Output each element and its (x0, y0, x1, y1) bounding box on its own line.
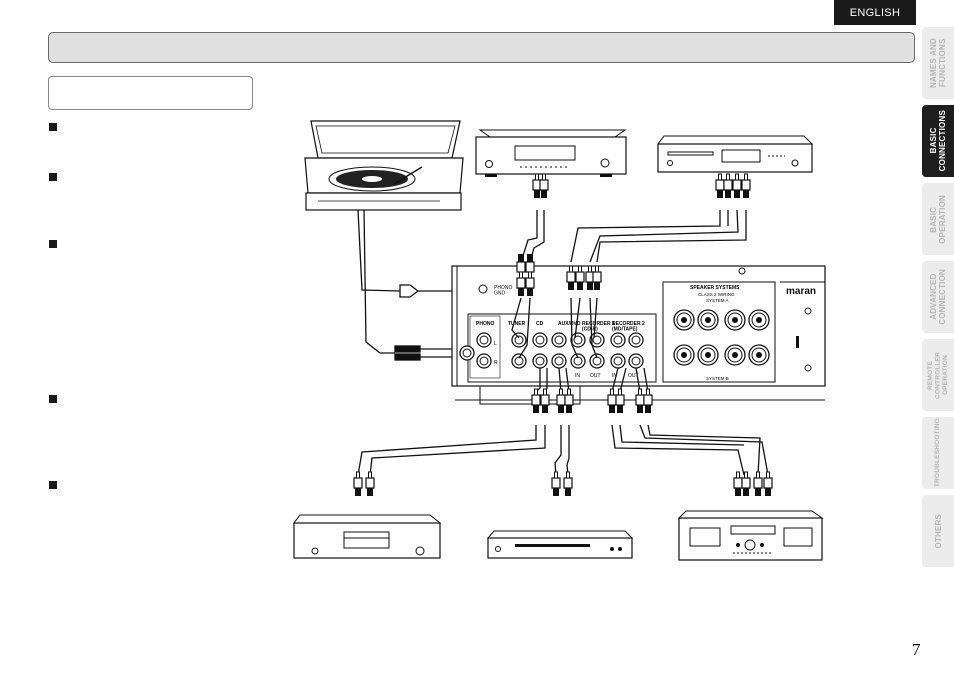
language-tab: ENGLISH (834, 0, 916, 25)
input-label-aux-dvd: AUX/DVD (558, 321, 581, 327)
rec2-out-label: OUT (628, 373, 639, 379)
channel-right-label: R (494, 360, 498, 366)
speaker-systems-label: SPEAKER SYSTEMS (690, 285, 740, 291)
cd-recorder-illustration (658, 136, 812, 172)
phono-gnd-label: PHONO GND (494, 285, 513, 297)
side-tab-remote-controller-operation[interactable]: REMOTE CONTROLLER OPERATION (922, 339, 954, 411)
channel-left-label: L (494, 341, 497, 347)
input-label-phono: PHONO (476, 321, 495, 327)
turntable-illustration (305, 121, 463, 210)
side-tab-advanced-connection[interactable]: ADVANCED CONNECTION (922, 261, 954, 333)
side-tab-troubleshooting[interactable]: TROUBLESHOOTING (922, 417, 954, 489)
cd-player-illustration (294, 515, 440, 558)
system-b-label: SYSTEM B (706, 376, 729, 381)
side-tab-others[interactable]: OTHERS (922, 495, 954, 567)
input-label-tuner: TUNER (508, 321, 526, 327)
cassette-deck-illustration (679, 511, 822, 560)
dvd-player-illustration (488, 531, 632, 558)
rec1-out-label: OUT (590, 373, 601, 379)
speaker-class-label: CLASS 2 WIRING (698, 292, 735, 297)
rec1-in-label: IN (575, 373, 580, 379)
side-tab-basic-connections[interactable]: BASIC CONNECTIONS (922, 105, 954, 177)
system-a-label: SYSTEM A (706, 298, 729, 303)
page-number: 7 (912, 640, 921, 659)
input-label-recorder-2: RECORDER 2 (MD/TAPE) (612, 321, 645, 333)
tuner-illustration (476, 130, 626, 177)
side-tab-names-and-functions[interactable]: NAMES AND FUNCTIONS (922, 27, 954, 99)
input-label-cd: CD (536, 321, 544, 327)
rec2-in-label: IN (612, 373, 617, 379)
input-label-recorder-1: RECORDER 1 (CD-R) (582, 321, 615, 333)
side-tab-basic-operation[interactable]: BASIC OPERATION (922, 183, 954, 255)
brand-logo-text: maran (786, 286, 817, 297)
